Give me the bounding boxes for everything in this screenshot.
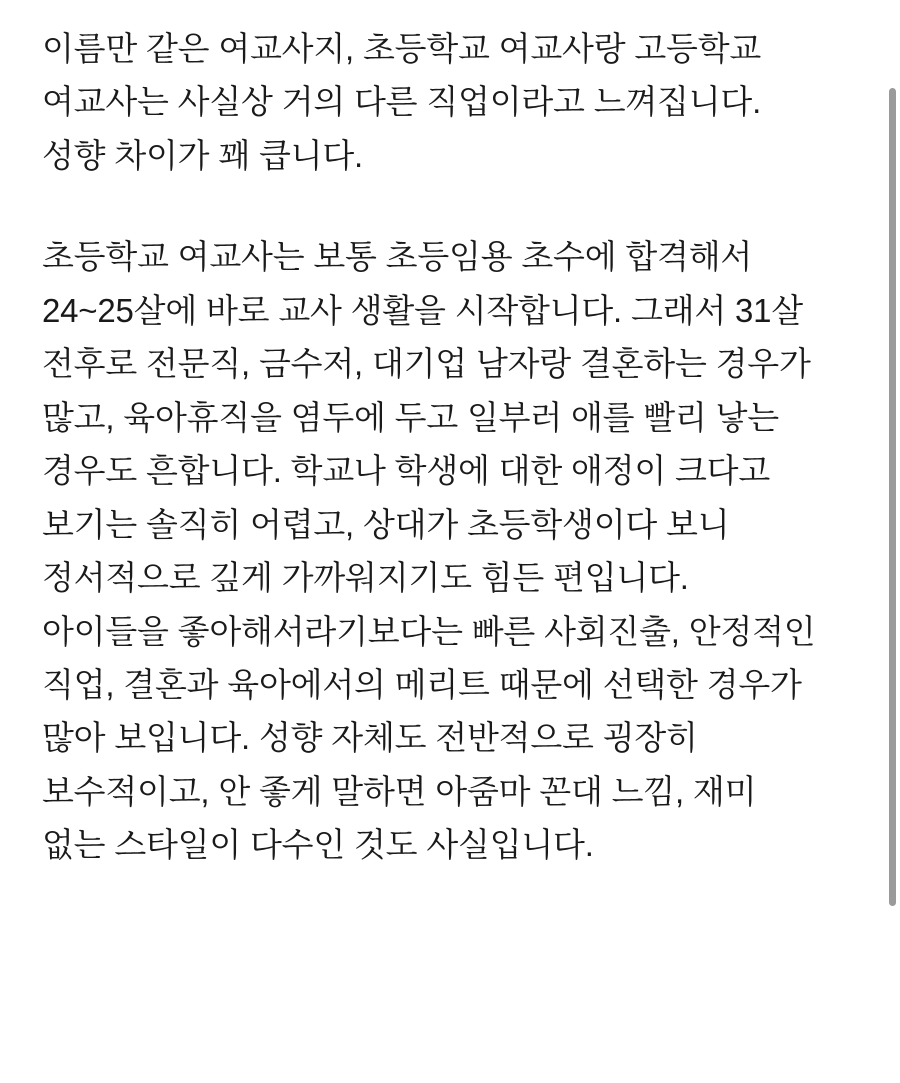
paragraph-1: 이름만 같은 여교사지, 초등학교 여교사랑 고등학교 여교사는 사실상 거의 다른 직업이라고 느껴집니다. 성향 차이가 꽤 큽니다. [42, 30, 762, 174]
vertical-scrollbar-thumb[interactable] [889, 88, 896, 906]
vertical-scrollbar-track[interactable] [886, 0, 900, 1083]
paragraph-2: 초등학교 여교사는 보통 초등임용 초수에 합격해서 24~25살에 바로 교사 생활을 시작합니다. 그래서 31살 전후로 전문직, 금수저, 대기업 남자랑 결혼하는 경우가 많고, 육아휴직을 염두에 두고 일부러 애를 빨리 낳는 경우도 흔합니다. 학교나 학생에 대한 애정이 크다고 보기는 솔직히 어렵고, 상대가 초등학생이다 보니 정서적으로 깊게 가까워지기도 힘든 편입니다. 아이들을 좋아해서라기보다는 빠른 사회진출, 안정적인 직업, 결혼과 육아에서의 메리트 때문에 선택한 경우가 많아 보입니다. 성향 자체도 전반적으로 굉장히 보수적이고, 안 좋게 말하면 아줌마 꼰대 느낌, 재미 없는 스타일이 다수인 것도 사실입니다. [42, 238, 816, 864]
